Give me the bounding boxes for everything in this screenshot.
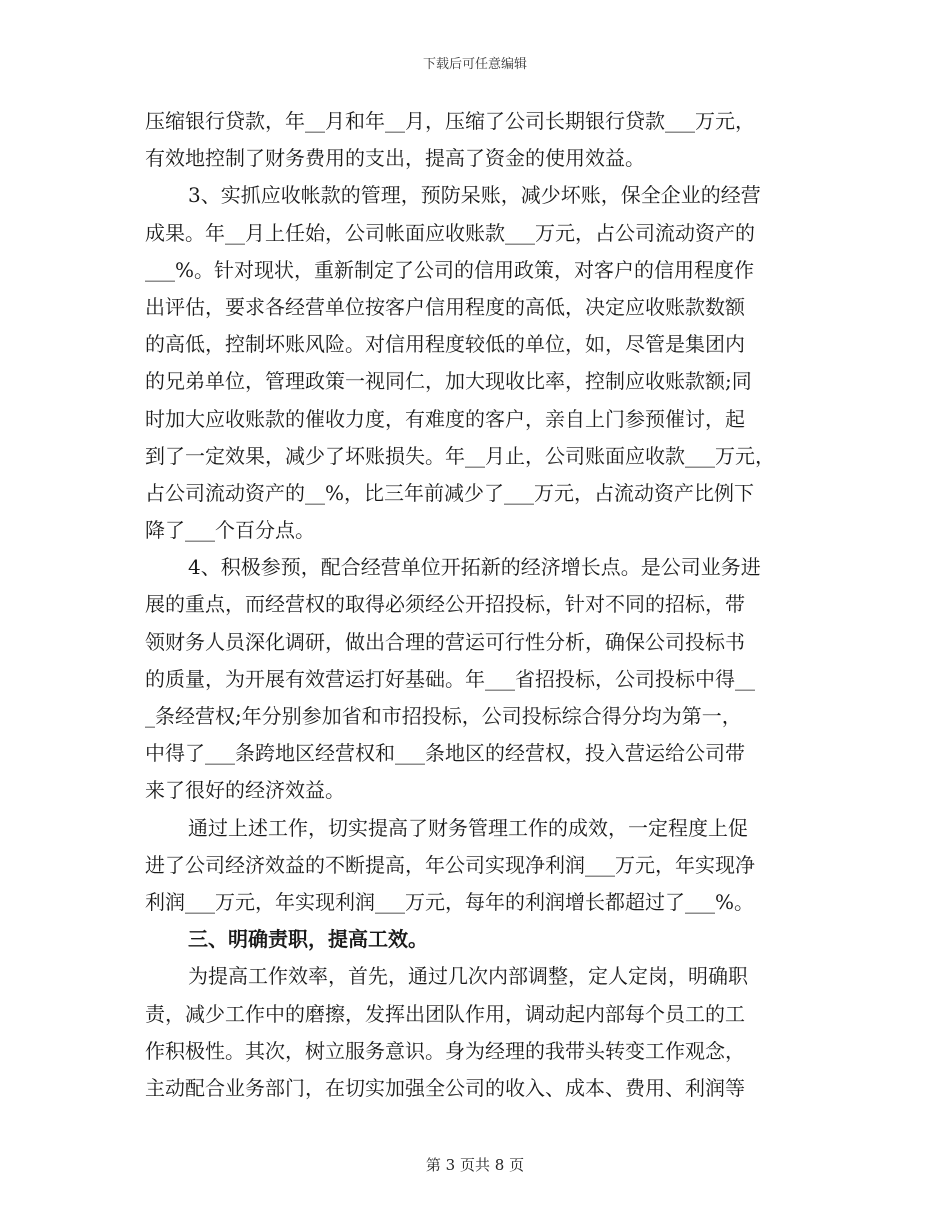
document-body bbox=[145, 103, 805, 1107]
text-line: 3、实抓应收帐款的管理，预防呆账，减少坏账，保全企业的经营 bbox=[188, 183, 761, 208]
text-line: 时加大应收账款的催收力度，有难度的客户，亲自上门参预催讨，起 bbox=[145, 406, 745, 431]
text-line: 占公司流动资产的__%，比三年前减少了___万元，占流动资产比例下 bbox=[145, 480, 755, 505]
text-line: 的兄弟单位，管理政策一视同仁，加大现收比率，控制应收账款额;同 bbox=[145, 369, 752, 394]
text-line: 领财务人员深化调研，做出合理的营运可行性分析，确保公司投标书 bbox=[145, 629, 745, 654]
text-line: 主动配合业务部门，在切实加强全公司的收入、成本、费用、利润等 bbox=[145, 1075, 745, 1100]
text-line: 通过上述工作，切实提高了财务管理工作的成效，一定程度上促 bbox=[188, 815, 748, 840]
text-line: ___%。针对现状，重新制定了公司的信用政策，对客户的信用程度作 bbox=[145, 257, 755, 282]
text-line: _条经营权;年分别参加省和市招投标，公司投标综合得分均为第一， bbox=[145, 704, 742, 728]
text-line: 中得了___条跨地区经营权和___条地区的经营权，投入营运给公司带 bbox=[145, 741, 745, 766]
text-line: 4、积极参预，配合经营单位开拓新的经济增长点。是公司业务进 bbox=[188, 555, 761, 580]
text-line: 出评估，要求各经营单位按客户信用程度的高低，决定应收账款数额 bbox=[145, 294, 745, 319]
text-line: 为提高工作效率，首先，通过几次内部调整，定人定岗，明确职 bbox=[188, 964, 748, 989]
text-line: 的质量，为开展有效营运打好基础。年___省招投标，公司投标中得__ bbox=[145, 666, 755, 691]
text-line: 展的重点，而经营权的取得必须经公开招投标，针对不同的招标，带 bbox=[145, 592, 745, 617]
page-footer: 第 3 页共 8 页 bbox=[425, 1156, 525, 1174]
text-line: 的高低，控制坏账风险。对信用程度较低的单位，如，尽管是集团内 bbox=[145, 332, 745, 357]
text-line: 到了一定效果，减少了坏账损失。年__月止，公司账面应收款___万元， bbox=[145, 443, 775, 468]
text-line: 作积极性。其次，树立服务意识。身为经理的我带头转变工作观念， bbox=[145, 1038, 745, 1063]
text-line: 责，减少工作中的磨擦，发挥出团队作用，调动起内部每个员工的工 bbox=[145, 1001, 745, 1026]
text-line: 成果。年__月上任始，公司帐面应收账款___万元，占公司流动资产的 bbox=[145, 220, 755, 245]
text-line: 压缩银行贷款，年__月和年__月，压缩了公司长期银行贷款___万元， bbox=[145, 109, 755, 133]
text-line: 来了很好的经济效益。 bbox=[145, 778, 345, 803]
page-header: 下载后可任意编辑 bbox=[422, 57, 527, 72]
section-heading: 三、明确责职，提高工效。 bbox=[188, 927, 428, 952]
text-line: 降了___个百分点。 bbox=[145, 518, 315, 543]
text-line: 利润___万元，年实现利润___万元，每年的利润增长都超过了___%。 bbox=[145, 889, 755, 914]
text-line: 有效地控制了财务费用的支出，提高了资金的使用效益。 bbox=[145, 146, 645, 171]
text-line: 进了公司经济效益的不断提高，年公司实现净利润___万元，年实现净 bbox=[145, 852, 755, 877]
